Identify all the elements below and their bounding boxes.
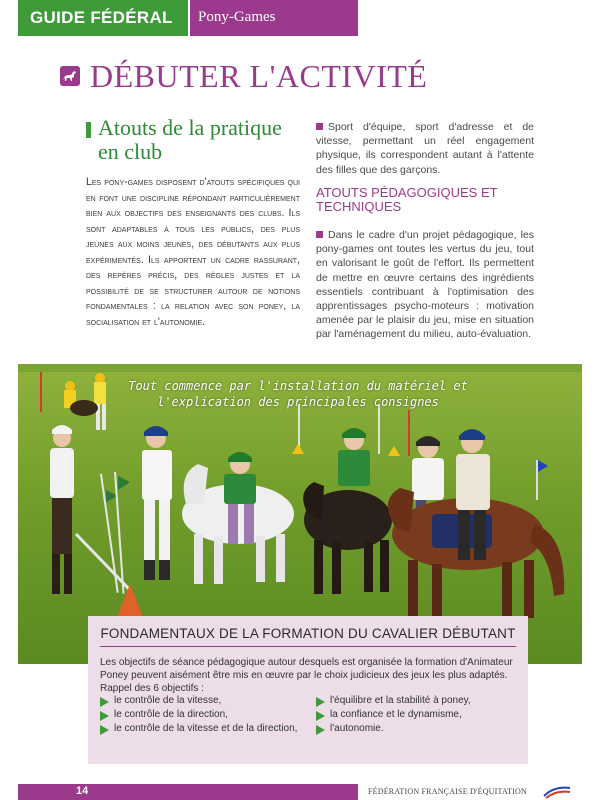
section-heading-club: Atouts de la pratique en club: [98, 115, 282, 164]
objective-item: le contrôle de la vitesse,: [100, 694, 300, 708]
triangle-bullet-icon: [316, 697, 325, 707]
objective-item: le contrôle de la direction,: [100, 708, 300, 722]
objective-item: la confiance et le dynamisme,: [316, 708, 516, 722]
section-heading-pedagogy: ATOUTS PÉDAGOGIQUES ET TECHNIQUES: [316, 185, 498, 214]
right-paragraph-1-text: Sport d'équipe, sport d'adresse et de vitesse, permettant un réel engagement physique, ils correspondent autant à l'attente des filles que des garçons.: [316, 121, 534, 176]
objective-item: l'autonomie.: [316, 722, 516, 736]
objectives-right-list: [316, 694, 516, 736]
page-title: DÉBUTER L'ACTIVITÉ: [90, 58, 428, 94]
photo-caption: Tout commence par l'installation du matériel et l'explication des principales consignes: [128, 379, 468, 409]
box-intro: Les objectifs de séance pédagogique autour desquels est organisée la formation d'Animateur Poney peuvent aisément être mis en œuvre par le choix judicieux des jeux les plus adaptés. Rappel des 6 objectifs :: [100, 657, 513, 694]
objectives-left-list: [100, 694, 300, 736]
page-header: [0, 0, 600, 36]
objective-item: l'équilibre et la stabilité à poney,: [316, 694, 516, 708]
triangle-bullet-icon: [100, 697, 109, 707]
header-section-band: [18, 0, 188, 36]
federation-logo-icon: [542, 784, 572, 800]
page-number: 14: [76, 785, 89, 797]
box-divider: [100, 646, 516, 647]
right-paragraph-2: [316, 228, 534, 342]
horse-icon: [60, 66, 80, 86]
triangle-bullet-icon: [100, 725, 109, 735]
intro-paragraph: Les pony-games disposent d'atouts spécifiques qui en font une discipline répondant particulièrement bien aux objectifs des enseignants des clubs. Ils sont adaptables à tous les publics, des plus jeunes aux moins jeunes, des débutants aux plus expérimentés. Ils apportent un cadre rassurant, des repères précis, des règles justes et la possibilité de se structurer autour de notions fondamentales : la relation avec son poney, la socialisation et l'autonomie.: [86, 176, 300, 328]
bullet-square-icon: [316, 123, 323, 130]
triangle-bullet-icon: [100, 711, 109, 721]
page-footer: [18, 784, 582, 800]
fundamentals-box: [88, 616, 528, 764]
objective-item: le contrôle de la vitesse et de la direction,: [100, 722, 300, 736]
federation-name: FÉDÉRATION FRANÇAISE D'ÉQUITATION: [368, 787, 527, 796]
right-paragraph-1: [316, 120, 534, 177]
header-topic-band: [190, 0, 358, 36]
header-topic-label: Pony-Games: [198, 9, 276, 25]
right-paragraph-2-text: Dans le cadre d'un projet pédagogique, les pony-games ont toutes les vertus du jeu, tout en valorisant le goût de l'effort. Ils permettent de mettre en œuvre certains des ingrédients essentiels contribuant à l'optimisation des apprentissages psycho-moteurs : motivation amenée par le plaisir du jeu, mise en situation par l'aménagement du milieu, auto-évaluation.: [316, 229, 534, 341]
triangle-bullet-icon: [316, 725, 325, 735]
box-title: FONDAMENTAUX DE LA FORMATION DU CAVALIER DÉBUTANT: [100, 626, 516, 641]
triangle-bullet-icon: [316, 711, 325, 721]
heading-marker: [86, 122, 91, 138]
header-section-label: GUIDE FÉDÉRAL: [30, 8, 173, 27]
bullet-square-icon: [316, 231, 323, 238]
